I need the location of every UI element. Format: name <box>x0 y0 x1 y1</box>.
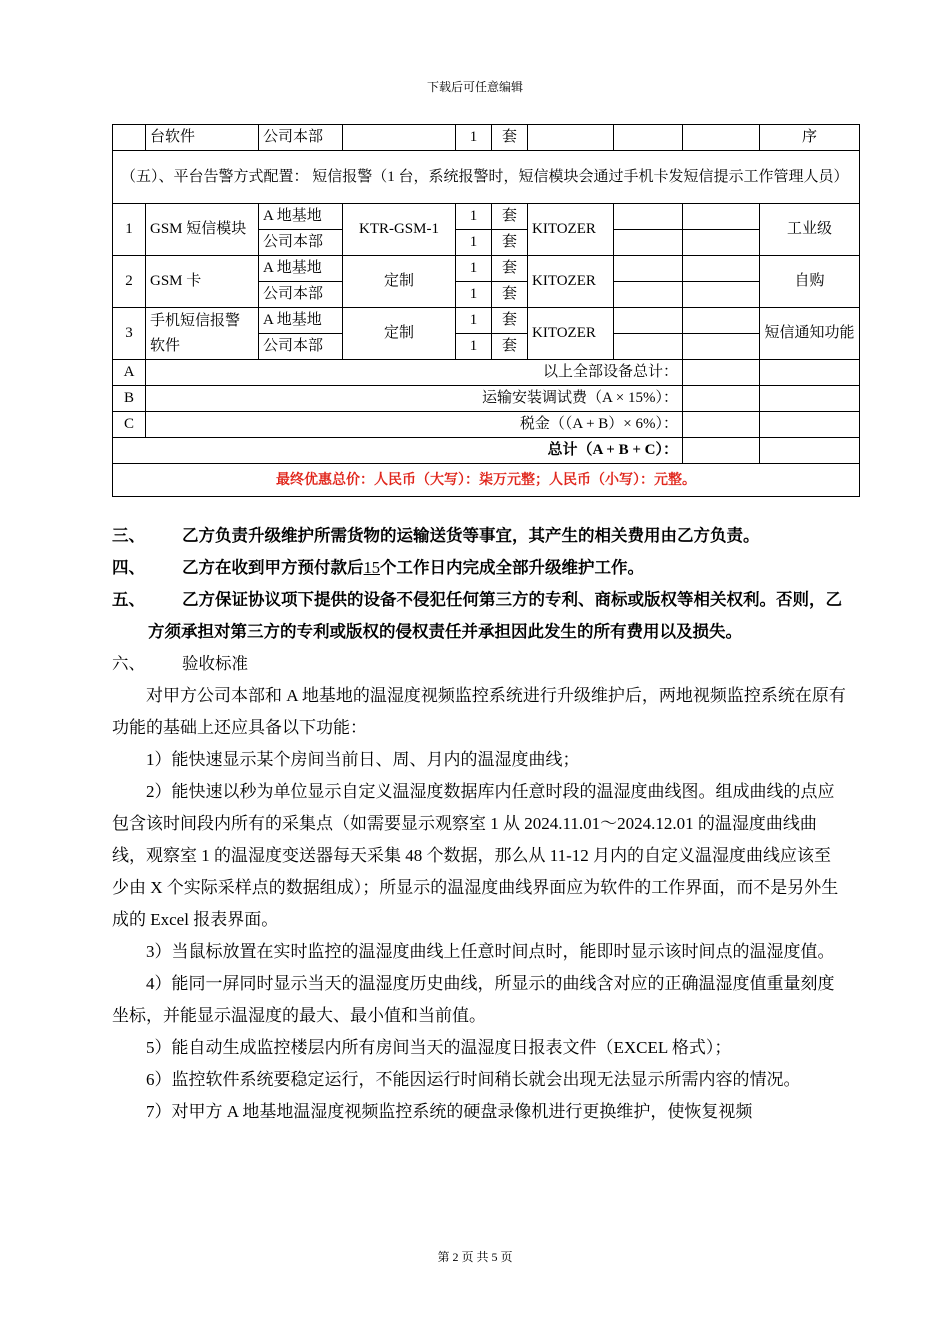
paragraph: 6）监控软件系统要稳定运行，不能因运行时间稍长就会出现无法显示所需内容的情况。 <box>146 1070 801 1089</box>
section-text: 乙方保证协议项下提供的设备不侵犯任何第三方的专利、商标或版权等相关权利。否则，乙方须承担对第三方的专利或版权的侵权责任并承担因此发生的所有费用以及损失。 <box>148 590 842 641</box>
item-site: 公司本部 <box>259 230 343 256</box>
table-row <box>113 204 860 230</box>
section-3 <box>112 520 847 552</box>
sum-label: C <box>113 412 146 438</box>
paragraph: 2）能快速以秒为单位显示自定义温湿度数据库内任意时段的温湿度曲线图。组成曲线的点应包含该时间段内所有的采集点（如需要显示观察室 1 从 2024.11.01～2024.12.01 的温湿度曲线曲线，观察室 1 的温湿度变送器每天采集 48 个数据，那么从 11-12 月内的自定义温湿度曲线应该至少由 X 个实际采样点的数据组成）；所显示的温湿度曲线界面应为软件的工作界面，而不是另外生成的 Excel 报表界面。 <box>112 782 839 929</box>
page-header: 下载后可任意编辑 <box>426 80 523 94</box>
sum-text: 运输安装调试费（A × 15%）： <box>146 386 683 412</box>
item-site: 公司本部 <box>259 282 343 308</box>
item-brand: KITOZER <box>528 308 614 360</box>
item-name: GSM 卡 <box>146 256 259 308</box>
item-model: 定制 <box>343 256 456 308</box>
work-days: 15 <box>363 558 380 577</box>
item-no: 3 <box>113 308 146 360</box>
table-row <box>113 125 860 151</box>
item-brand: KITOZER <box>528 204 614 256</box>
paragraph: 1）能快速显示某个房间当前日、周、月内的温湿度曲线； <box>146 750 580 769</box>
table-row <box>113 308 860 334</box>
item-unit: 套 <box>492 256 528 282</box>
config-text: （五）、平台告警方式配置： 短信报警（1 台，系统报警时，短信模块会通过手机卡发短信提示工作管理人员） <box>113 151 860 204</box>
sum-text: 以上全部设备总计： <box>146 360 683 386</box>
item-note: 序 <box>760 125 860 151</box>
sum-row <box>113 412 860 438</box>
section-number: 五、 <box>112 590 145 609</box>
item-site: 公司本部 <box>259 334 343 360</box>
total-text: 总计（A + B + C）： <box>113 438 683 464</box>
item-qty: 1 <box>456 204 492 230</box>
item-qty: 1 <box>456 282 492 308</box>
section-6 <box>112 648 847 680</box>
item-unit: 套 <box>492 282 528 308</box>
item-name: 台软件 <box>146 125 259 151</box>
section-text: 乙方在收到甲方预付款后 <box>182 558 364 577</box>
section-5 <box>112 584 847 648</box>
final-row <box>113 464 860 497</box>
item-name: GSM 短信模块 <box>146 204 259 256</box>
item-note: 短信通知功能 <box>760 308 860 360</box>
paragraph: 对甲方公司本部和 A 地基地的温湿度视频监控系统进行升级维护后，两地视频监控系统在原有功能的基础上还应具备以下功能： <box>112 686 846 737</box>
item-site: 公司本部 <box>259 125 343 151</box>
section-number: 六、 <box>112 654 145 673</box>
sum-row <box>113 386 860 412</box>
final-price: 最终优惠总价：人民币（大写）：柒万元整；人民币（小写）：元整。 <box>113 464 860 497</box>
item-brand: KITOZER <box>528 256 614 308</box>
item-note: 工业级 <box>760 204 860 256</box>
section-text: 乙方负责升级维护所需货物的运输送货等事宜，其产生的相关费用由乙方负责。 <box>182 526 760 545</box>
item-qty: 1 <box>456 256 492 282</box>
section-number: 三、 <box>112 526 145 545</box>
page-footer: 第 2 页 共 5 页 <box>437 1250 513 1264</box>
paragraph: 5）能自动生成监控楼层内所有房间当天的温湿度日报表文件（EXCEL 格式）； <box>146 1038 732 1057</box>
item-model: 定制 <box>343 308 456 360</box>
sum-row <box>113 360 860 386</box>
item-site: A 地基地 <box>259 256 343 282</box>
sum-label: B <box>113 386 146 412</box>
item-note: 自购 <box>760 256 860 308</box>
item-unit: 套 <box>492 204 528 230</box>
sum-label: A <box>113 360 146 386</box>
item-unit: 套 <box>492 230 528 256</box>
item-qty: 1 <box>456 125 492 151</box>
item-unit: 套 <box>492 334 528 360</box>
contract-body <box>112 520 847 1128</box>
item-no: 2 <box>113 256 146 308</box>
equipment-table <box>112 124 860 497</box>
section-number: 四、 <box>112 558 145 577</box>
paragraph: 7）对甲方 A 地基地温湿度视频监控系统的硬盘录像机进行更换维护，使恢复视频 <box>146 1102 753 1121</box>
item-qty: 1 <box>456 334 492 360</box>
sum-text: 税金（（A + B）× 6%）： <box>146 412 683 438</box>
table-row <box>113 256 860 282</box>
paragraph: 3）当鼠标放置在实时监控的温湿度曲线上任意时间点时，能即时显示该时间点的温湿度值。 <box>146 942 835 961</box>
paragraph: 4）能同一屏同时显示当天的温湿度历史曲线，所显示的曲线含对应的正确温湿度值重量刻度坐标，并能显示温湿度的最大、最小值和当前值。 <box>112 974 835 1025</box>
section-4 <box>112 552 847 584</box>
item-unit: 套 <box>492 308 528 334</box>
item-qty: 1 <box>456 308 492 334</box>
item-unit: 套 <box>492 125 528 151</box>
item-name: 手机短信报警软件 <box>146 308 259 360</box>
total-row <box>113 438 860 464</box>
section-title: 验收标准 <box>182 654 248 673</box>
item-site: A 地基地 <box>259 308 343 334</box>
item-no: 1 <box>113 204 146 256</box>
config-row <box>113 151 860 204</box>
section-text: 个工作日内完成全部升级维护工作。 <box>380 558 644 577</box>
item-model: KTR-GSM-1 <box>343 204 456 256</box>
item-site: A 地基地 <box>259 204 343 230</box>
item-qty: 1 <box>456 230 492 256</box>
